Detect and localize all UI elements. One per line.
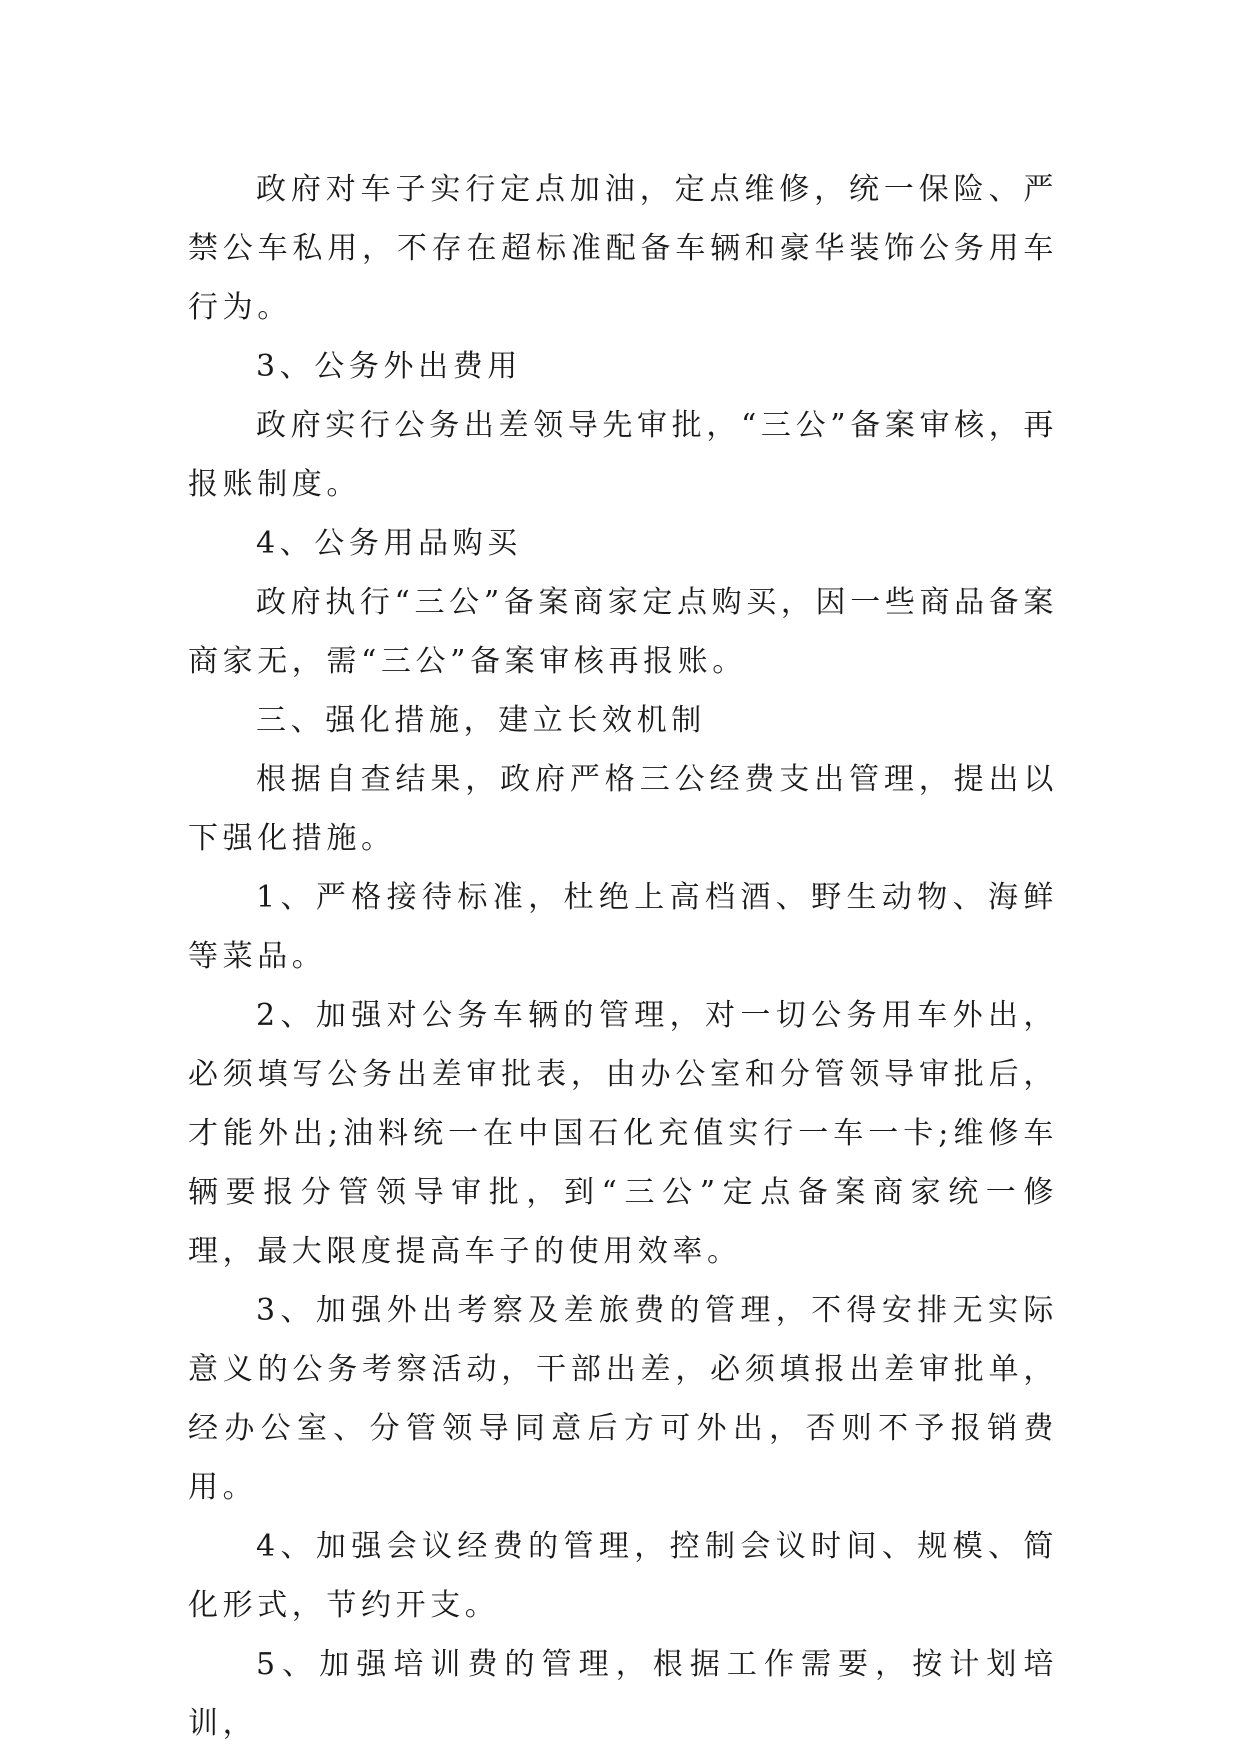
paragraph-measure-meetings: 4、加强会议经费的管理，控制会议时间、规模、简化形式，节约开支。 — [188, 1529, 1058, 1623]
paragraph-measure-travel: 3、加强外出考察及差旅费的管理，不得安排无实际意义的公务考察活动，干部出差，必须填报出差审批单，经办公室、分管领导同意后方可外出，否则不予报销费用。 — [188, 1293, 1058, 1505]
paragraph-measures-intro: 根据自查结果，政府严格三公经费支出管理，提出以下强化措施。 — [188, 762, 1058, 856]
heading-strengthen-measures: 三、强化措施，建立长效机制 — [256, 703, 706, 738]
paragraph-travel-approval: 政府实行公务出差领导先审批，“三公”备案审核，再报账制度。 — [188, 408, 1058, 502]
paragraph-supplies-purchase: 政府执行“三公”备案商家定点购买，因一些商品备案商家无，需“三公”备案审核再报账。 — [188, 585, 1058, 679]
paragraph-measure-training: 5、加强培训费的管理，根据工作需要，按计划培训， — [188, 1647, 1058, 1741]
paragraph-vehicle-management: 政府对车子实行定点加油，定点维修，统一保险、严禁公车私用，不存在超标准配备车辆和豪华装饰公务用车行为。 — [188, 172, 1058, 325]
document-body — [188, 160, 1058, 1753]
paragraph-measure-reception: 1、严格接待标准，杜绝上高档酒、野生动物、海鲜等菜品。 — [188, 880, 1058, 974]
heading-office-supplies-purchase: 4、公务用品购买 — [256, 526, 522, 561]
heading-official-travel-expenses: 3、公务外出费用 — [256, 349, 522, 384]
paragraph-measure-vehicles: 2、加强对公务车辆的管理，对一切公务用车外出，必须填写公务出差审批表，由办公室和分管领导审批后，才能外出;油料统一在中国石化充值实行一车一卡;维修车辆要报分管领导审批，到“三公”定点备案商家统一修理，最大限度提高车子的使用效率。 — [188, 998, 1058, 1269]
